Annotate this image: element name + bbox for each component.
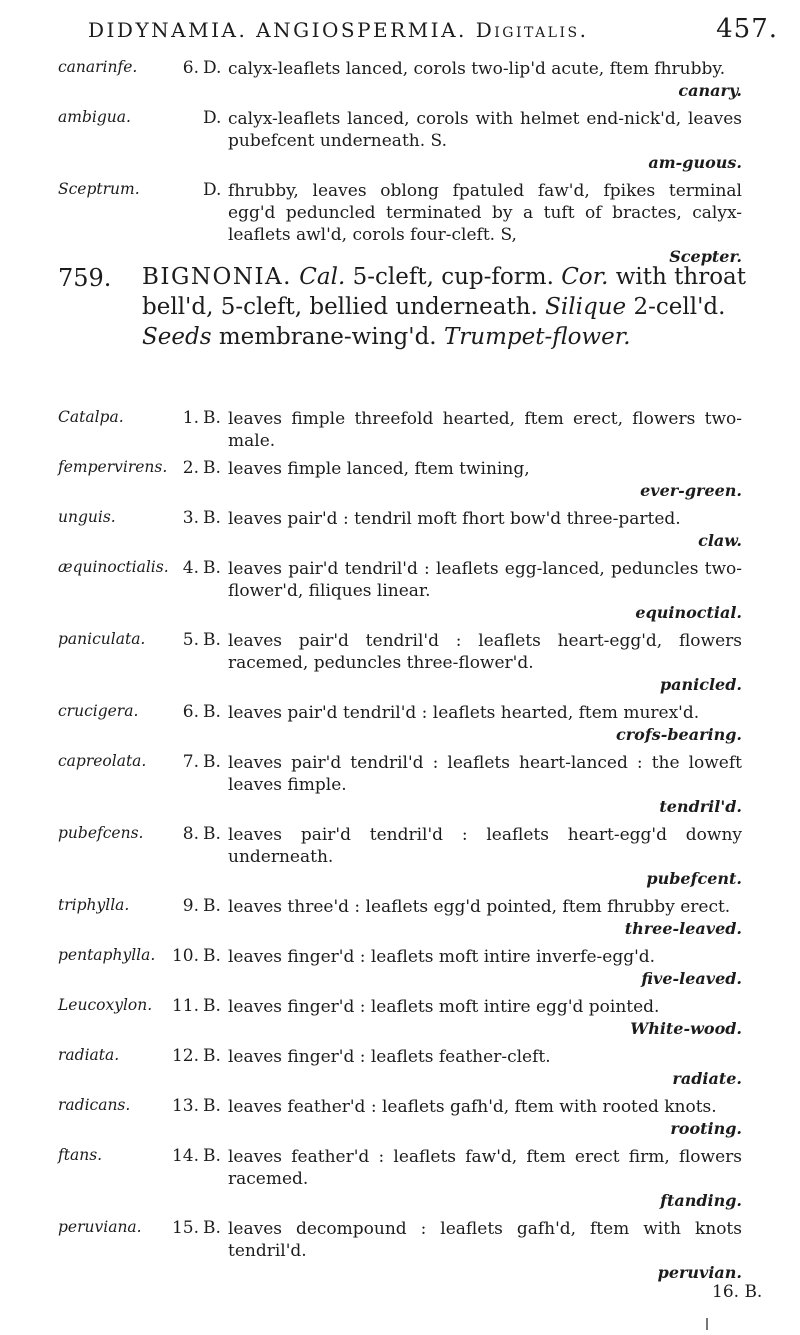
english-name: panicled.: [659, 675, 742, 694]
english-name: pubefcent.: [646, 869, 742, 888]
entry-row: [0, 558, 800, 624]
entry-number: 11.: [171, 996, 199, 1016]
entry-row: [0, 1046, 800, 1090]
entry-description: leaves finger'd : leaflets moft intire egg'd pointed.: [228, 997, 660, 1017]
entry-description: leaves feather'd : leaflets faw'd, ftem erect firm, flowers racemed.: [228, 1147, 742, 1189]
entry-number: 4.: [182, 558, 199, 578]
entry-number: 13.: [171, 1096, 199, 1116]
entry-number: 3.: [182, 508, 199, 528]
genus-heading: [58, 262, 758, 352]
genus-abbrev: B.: [203, 408, 221, 428]
entry-number: 7.: [182, 752, 199, 772]
entry-number: 9.: [182, 896, 199, 916]
entry-number: 12.: [171, 1046, 199, 1066]
genus-abbrev: D.: [203, 108, 222, 128]
english-name: claw.: [698, 531, 742, 550]
entry-description: leaves pair'd tendril'd : leaflets heart-egg'd, flowers racemed, peduncles three-flower'd.: [228, 631, 742, 673]
print-mark: [706, 1318, 708, 1330]
genus-abbrev: B.: [203, 752, 221, 772]
genus-abbrev: B.: [203, 1218, 221, 1238]
top-entries: [0, 58, 800, 274]
species-name: ftans.: [58, 1146, 103, 1164]
species-name: radiata.: [58, 1046, 120, 1064]
english-name: equinoctial.: [635, 603, 742, 622]
species-entries: [0, 408, 800, 1290]
species-name: Catalpa.: [58, 408, 124, 426]
entry-canarinfe: [0, 58, 800, 102]
species-name: radicans.: [58, 1096, 131, 1114]
entry-number: 1.: [182, 408, 199, 428]
entry-description: leaves pair'd tendril'd : leaflets hearted, ftem murex'd.: [228, 703, 700, 723]
entry-description: calyx-leaflets lanced, corols with helmet end-nick'd, leaves pubefcent underneath. S.: [228, 109, 742, 151]
entry-row: [0, 458, 800, 502]
cal-label: Cal.: [299, 264, 346, 290]
entry-number: 10.: [171, 946, 199, 966]
entry-row: [0, 702, 800, 746]
entry-number: 5.: [182, 630, 199, 650]
entry-description: leaves fimple threefold hearted, ftem erect, flowers two-male.: [228, 409, 742, 451]
species-name: Sceptrum.: [58, 180, 140, 198]
genus-abbrev: B.: [203, 558, 221, 578]
genus-abbrev: B.: [203, 946, 221, 966]
entry-row: [0, 408, 800, 452]
entry-description: calyx-leaflets lanced, corols two-lip'd acute, ftem fhrubby.: [228, 59, 726, 79]
genus-english-name: Trumpet-flower.: [443, 324, 631, 350]
species-name: pubefcens.: [58, 824, 144, 842]
entry-description: leaves fimple lanced, ftem twining,: [228, 459, 530, 479]
silique-text: 2-cell'd.: [633, 294, 726, 320]
entry-description: leaves three'd : leaflets egg'd pointed, ftem fhrubby erect.: [228, 897, 731, 917]
entry-row: [0, 1096, 800, 1140]
silique-label: Silique: [545, 294, 627, 320]
english-name: peruvian.: [657, 1263, 742, 1282]
genus-abbrev: B.: [203, 458, 221, 478]
english-name: ftanding.: [660, 1191, 742, 1210]
entry-description: fhrubby, leaves oblong fpatuled faw'd, fpikes terminal egg'd peduncled terminated by a tuft of bractes, calyx-leaflets awl'd, corols four-cleft. S,: [228, 181, 742, 245]
catchword: 16. B.: [712, 1282, 763, 1302]
english-name: three-leaved.: [624, 919, 742, 938]
species-name: unguis.: [58, 508, 116, 526]
entry-number: 6.: [182, 702, 199, 722]
entry-description: leaves finger'd : leaflets moft intire inverfe-egg'd.: [228, 947, 656, 967]
entry-description: leaves pair'd : tendril moft fhort bow'd three-parted.: [228, 509, 681, 529]
genus-abbrev: B.: [203, 630, 221, 650]
species-name: peruviana.: [58, 1218, 142, 1236]
species-name: crucigera.: [58, 702, 139, 720]
page-header: [88, 14, 778, 50]
english-name: five-leaved.: [641, 969, 742, 988]
english-name: radiate.: [672, 1069, 742, 1088]
entry-row: [0, 1146, 800, 1212]
entry-row: [0, 752, 800, 818]
entry-row: [0, 946, 800, 990]
cal-text: 5-cleft, cup-form.: [352, 264, 554, 290]
species-name: Leucoxylon.: [58, 996, 153, 1014]
species-name: triphylla.: [58, 896, 130, 914]
cor-label: Cor.: [561, 264, 609, 290]
entry-ambigua: [0, 108, 800, 174]
entry-number: 14.: [171, 1146, 199, 1166]
genus-abbrev: B.: [203, 1096, 221, 1116]
genus-description: [142, 262, 758, 352]
genus-abbrev: B.: [203, 896, 221, 916]
species-name: fempervirens.: [58, 458, 168, 476]
genus-abbrev: B.: [203, 702, 221, 722]
english-name: ever-green.: [640, 481, 742, 500]
genus-abbrev: B.: [203, 1146, 221, 1166]
entry-description: leaves pair'd tendril'd : leaflets heart-egg'd downy underneath.: [228, 825, 742, 867]
page-number: 457.: [716, 14, 778, 44]
species-name: pentaphylla.: [58, 946, 156, 964]
entry-description: leaves decompound : leaflets gafh'd, ftem with knots tendril'd.: [228, 1219, 742, 1261]
english-name: tendril'd.: [659, 797, 742, 816]
genus-abbrev: D.: [203, 180, 222, 200]
english-name: canary.: [678, 81, 742, 100]
species-name: canarinfe.: [58, 58, 138, 76]
entry-description: leaves finger'd : leaflets feather-cleft.: [228, 1047, 551, 1067]
entry-row: [0, 1218, 800, 1284]
entry-number: 2.: [182, 458, 199, 478]
seeds-label: Seeds: [142, 324, 212, 350]
english-name: Scepter.: [669, 247, 742, 266]
genus-abbrev: B.: [203, 508, 221, 528]
english-name: White-wood.: [630, 1019, 742, 1038]
species-name: ambigua.: [58, 108, 131, 126]
english-name: crofs-bearing.: [615, 725, 742, 744]
seeds-text: membrane-wing'd.: [218, 324, 437, 350]
entry-number: 8.: [182, 824, 199, 844]
cor-text: with throat bell'd, 5-cleft, bellied underneath.: [142, 264, 747, 320]
entry-row: [0, 630, 800, 696]
entry-sceptrum: [0, 180, 800, 268]
entry-row: [0, 824, 800, 890]
genus-abbrev: B.: [203, 1046, 221, 1066]
entry-row: [0, 508, 800, 552]
genus-number: 759.: [58, 264, 112, 292]
english-name: rooting.: [670, 1119, 742, 1138]
species-name: æquinoctialis.: [58, 558, 169, 576]
entry-row: [0, 996, 800, 1040]
genus-abbrev: B.: [203, 996, 221, 1016]
genus-abbrev: B.: [203, 824, 221, 844]
genus-abbrev: D.: [203, 58, 222, 78]
english-name: am-guous.: [648, 153, 742, 172]
entry-description: leaves pair'd tendril'd : leaflets heart-lanced : the loweft leaves fimple.: [228, 753, 742, 795]
species-name: capreolata.: [58, 752, 147, 770]
species-name: paniculata.: [58, 630, 146, 648]
entry-number: 6.: [182, 58, 199, 78]
entry-description: leaves feather'd : leaflets gafh'd, ftem with rooted knots.: [228, 1097, 717, 1117]
entry-description: leaves pair'd tendril'd : leaflets egg-lanced, peduncles two-flower'd, filiques linear.: [228, 559, 742, 601]
entry-row: [0, 896, 800, 940]
genus-name: BIGNONIA.: [142, 264, 292, 290]
running-head: DIDYNAMIA. ANGIOSPERMIA. Digitalis.: [88, 18, 589, 42]
entry-number: 15.: [171, 1218, 199, 1238]
